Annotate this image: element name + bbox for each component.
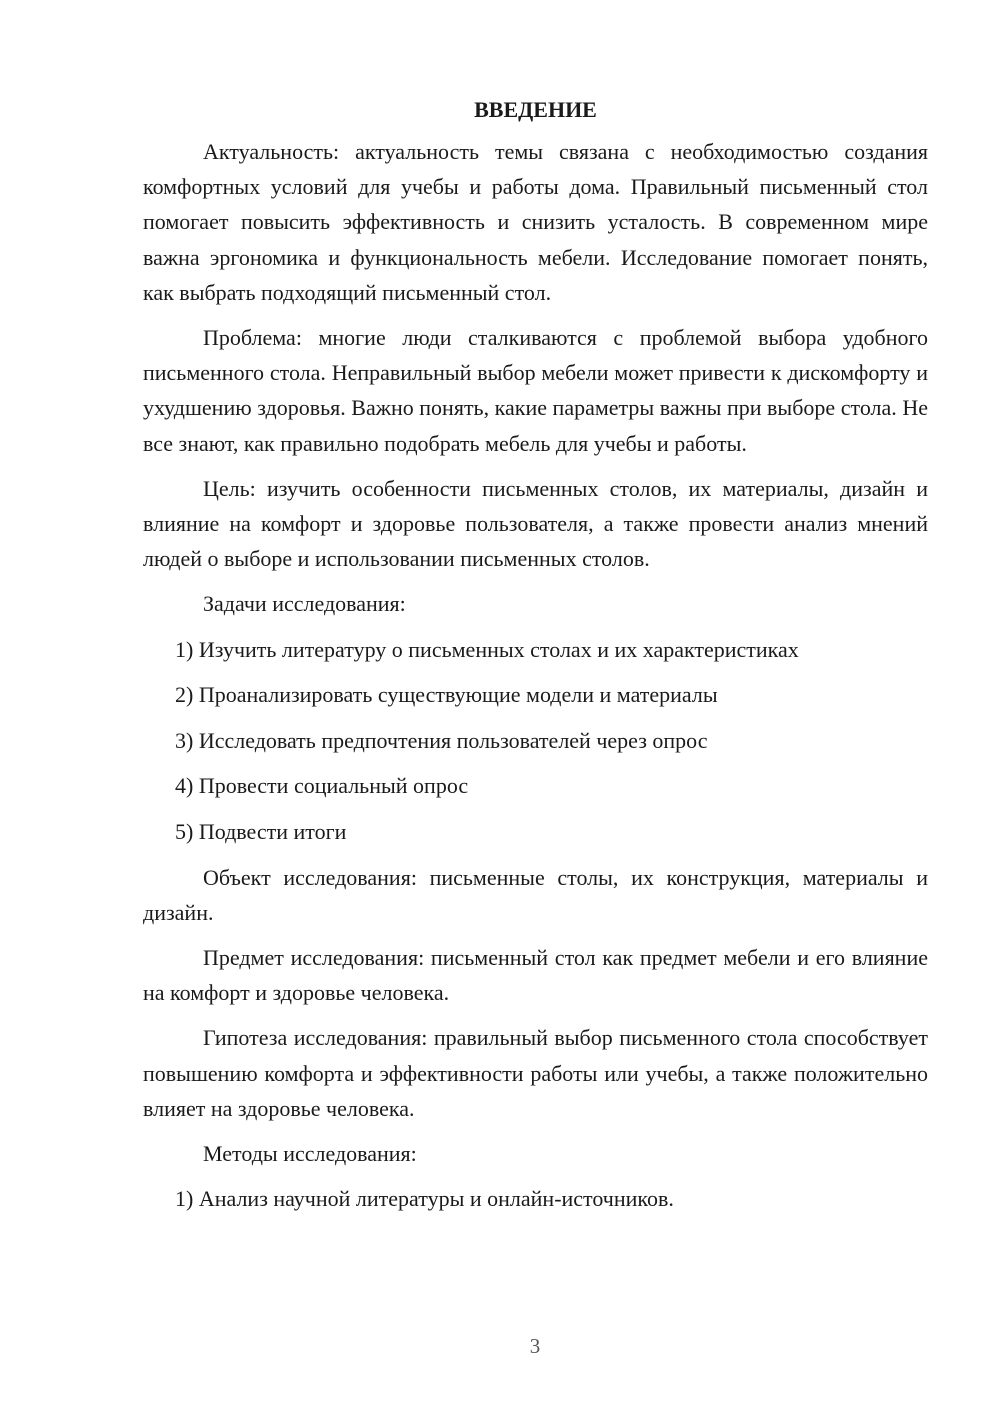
tasks-list — [143, 632, 928, 850]
hypothesis-paragraph: Гипотеза исследования: правильный выбор письменного стола способствует повышению комфорта и эффективности работы или учебы, а также положительно влияет на здоровье человека. — [143, 1025, 928, 1121]
list-item: 1) Изучить литературу о письменных столах и их характеристиках — [175, 636, 799, 662]
page-title: ВВЕДЕНИЕ — [474, 97, 597, 122]
document-page — [143, 92, 928, 1227]
list-item: 4) Провести социальный опрос — [175, 773, 469, 799]
methods-list — [143, 1181, 928, 1216]
list-item: 5) Подвести итоги — [175, 819, 347, 845]
methods-heading: Методы исследования: — [203, 1141, 417, 1167]
relevance-paragraph: Актуальность: актуальность темы связана с необходимостью создания комфортных условий для учебы и работы дома. Правильный письменный стол помогает повысить эффективность и снизить усталость. В современном мире важна эргономика и функциональность мебели. Исследование помогает понять, как выбрать подходящий письменный стол. — [143, 139, 928, 305]
list-item: 1) Анализ научной литературы и онлайн-источников. — [175, 1186, 674, 1212]
goal-paragraph: Цель: изучить особенности письменных столов, их материалы, дизайн и влияние на комфорт и здоровье пользователя, а также провести анализ мнений людей о выборе и использовании письменных столов. — [143, 475, 928, 572]
list-item: 2) Проанализировать существующие модели и материалы — [175, 682, 718, 708]
object-paragraph: Объект исследования: письменные столы, их конструкция, материалы и дизайн. — [143, 864, 928, 925]
problem-paragraph: Проблема: многие люди сталкиваются с проблемой выбора удобного письменного стола. Неправильный выбор мебели может привести к дискомфорту и ухудшению здоровья. Важно понять, какие параметры важны при выборе стола. Не все знают, как правильно подобрать мебель для учебы и работы. — [143, 325, 928, 456]
page-number: 3 — [529, 1334, 541, 1358]
subject-paragraph: Предмет исследования: письменный стол как предмет мебели и его влияние на комфорт и здоровье человека. — [143, 945, 928, 1006]
tasks-heading: Задачи исследования: — [203, 591, 406, 617]
list-item: 3) Исследовать предпочтения пользователей через опрос — [175, 727, 708, 753]
